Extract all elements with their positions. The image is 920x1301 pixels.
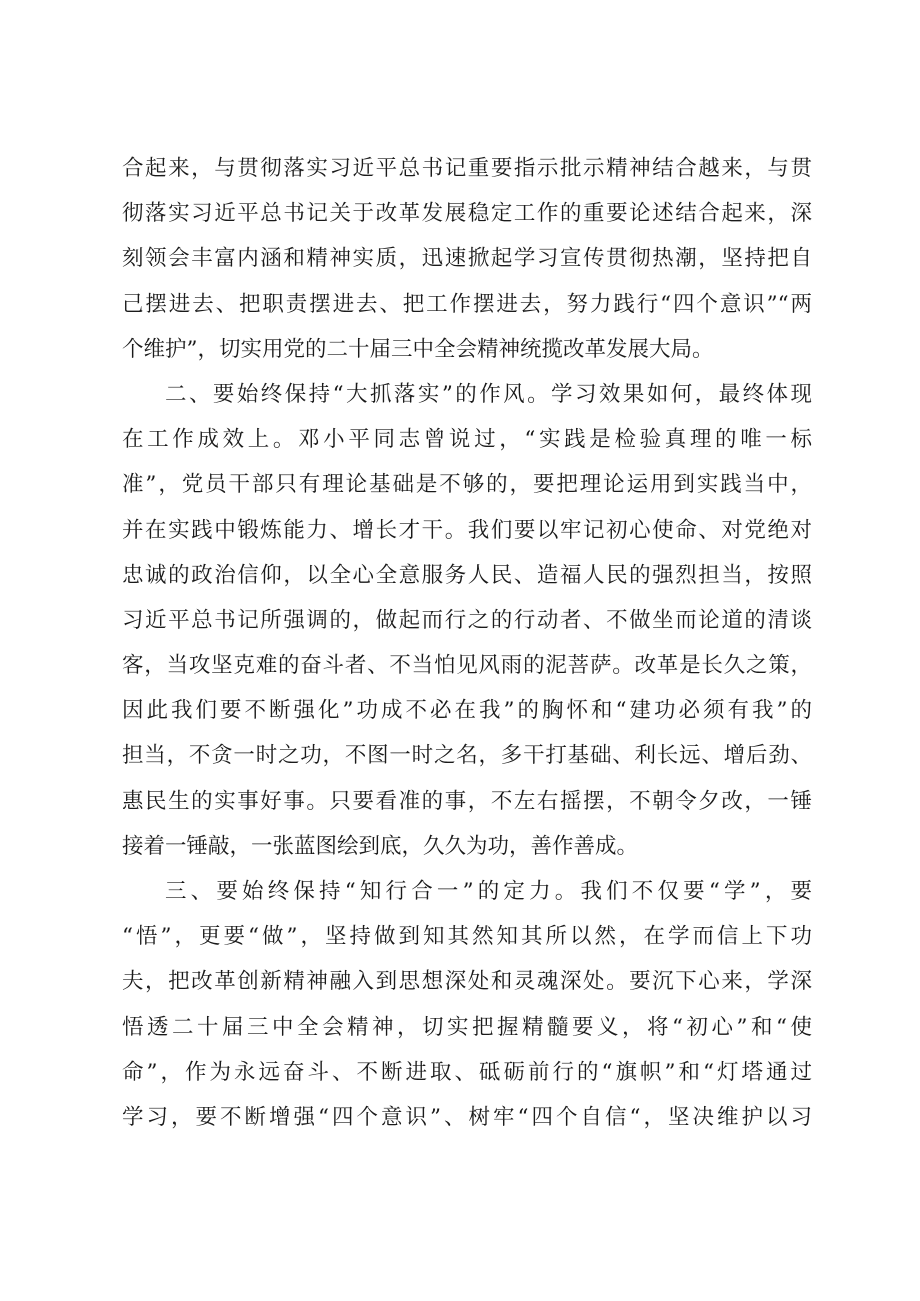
text-line: 合起来，与贯彻落实习近平总书记重要指示批示精神结合越来，与贯 xyxy=(122,156,812,181)
text-line: 担当，不贪一时之功，不图一时之名，多干打基础、利长远、增后劲、 xyxy=(122,743,812,769)
text-line: 习近平总书记所强调的，做起而行之的行动者、不做坐而论道的清谈 xyxy=(122,607,812,633)
text-line: “悟”，更要“做”，坚持做到知其然知其所以然，在学而信上下功 xyxy=(122,924,812,950)
text-line: 夫，把改革创新精神融入到思想深处和灵魂深处。要沉下心来，学深 xyxy=(122,969,812,995)
paragraph-heading-line: 二、要始终保持“大抓落实”的作风。学习效果如何，最终体现 xyxy=(165,381,812,407)
text-line: 彻落实习近平总书记关于改革发展稳定工作的重要论述结合起来，深 xyxy=(122,201,812,227)
text-line: 惠民生的实事好事。只要看准的事，不左右摇摆，不朝令夕改，一锤 xyxy=(122,788,812,814)
text-line: 忠诚的政治信仰，以全心全意服务人民、造福人民的强烈担当，按照 xyxy=(122,562,812,588)
paragraph-heading-line: 三、要始终保持“知行合一”的定力。我们不仅要“学”，要 xyxy=(165,879,812,904)
text-line: 因此我们要不断强化”功成不必在我”的胸怀和“建功必须有我”的 xyxy=(122,698,812,724)
text-line: 学习，要不断增强“四个意识”、树牢“四个自信“，坚决维护以习 xyxy=(122,1104,812,1130)
text-line: 在工作成效上。邓小平同志曾说过，“实践是检验真理的唯一标 xyxy=(122,427,812,453)
text-line: 并在实践中锻炼能力、增长才干。我们要以牢记初心使命、对党绝对 xyxy=(122,517,812,543)
text-line: 己摆进去、把职责摆进去、把工作摆进去，努力践行“四个意识”“两 xyxy=(122,291,812,317)
text-line: 接着一锤敲，一张蓝图绘到底，久久为功，善作善成。 xyxy=(122,833,639,859)
text-line: 准”，党员干部只有理论基础是不够的，要把理论运用到实践当中， xyxy=(122,472,812,498)
document-body xyxy=(122,146,812,1140)
text-line: 刻领会丰富内涵和精神实质，迅速掀起学习宣传贯彻热潮，坚持把自 xyxy=(122,246,812,272)
text-line: 悟透二十届三中全会精神，切实把握精髓要义，将“初心”和“使 xyxy=(122,1014,812,1040)
text-line: 个维护”，切实用党的二十届三中全会精神统揽改革发展大局。 xyxy=(122,336,714,362)
text-line: 客，当攻坚克难的奋斗者、不当怕见风雨的泥菩萨。改革是长久之策， xyxy=(122,653,812,679)
text-line: 命”，作为永远奋斗、不断进取、砥砺前行的“旗帜”和“灯塔通过 xyxy=(122,1059,812,1085)
